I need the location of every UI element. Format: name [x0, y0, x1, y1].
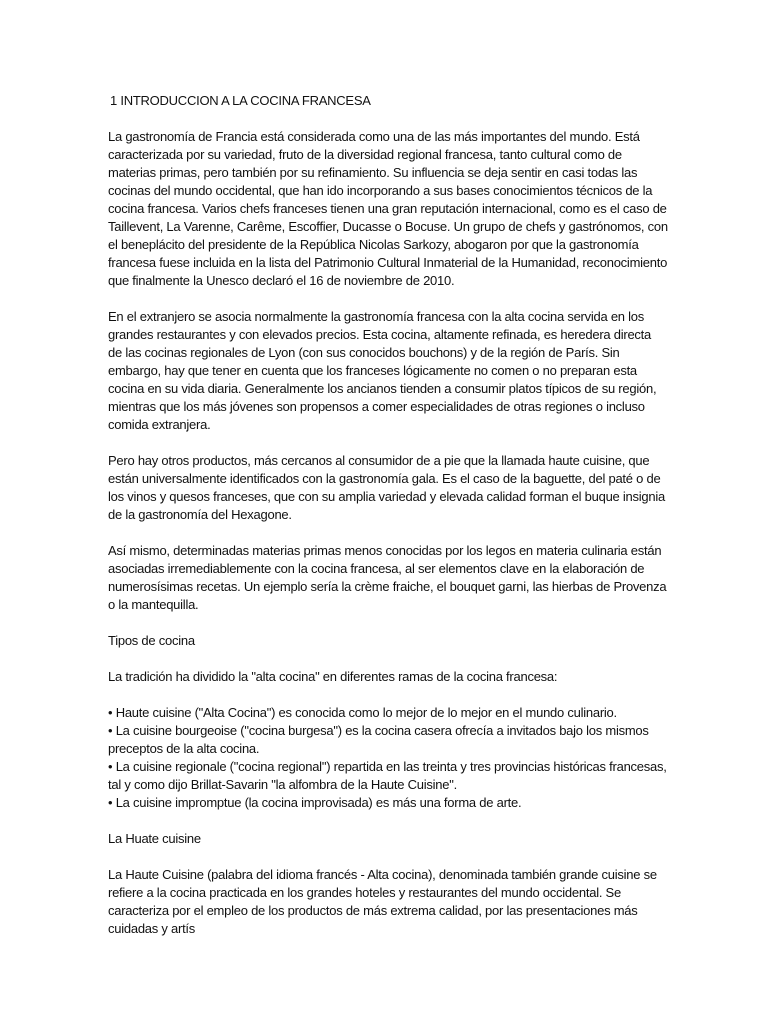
paragraph-productos: Pero hay otros productos, más cercanos al consumidor de a pie que la llamada haute cuisine, que están universalmente identificados con la gastronomía gala. Es el caso de la baguette, del paté o de los vinos y quesos franceses, que con su amplia variedad y elevada calidad forman el buque insignia de la gastronomía del Hexagone.: [108, 453, 665, 522]
list-item-text: La cuisine regionale ("cocina regional") repartida en las treinta y tres provincias históricas francesas, tal y como dijo Brillat-Savarin "la alfombra de la Haute Cuisine".: [108, 759, 667, 792]
bullet-icon: •: [108, 705, 113, 720]
paragraph-tradicion: La tradición ha dividido la "alta cocina" en diferentes ramas de la cocina francesa:: [108, 669, 558, 684]
section-heading-tipos: Tipos de cocina: [108, 633, 195, 648]
paragraph-gastronomia: La gastronomía de Francia está considerada como una de las más importantes del mundo. Está caracterizada por su variedad, fruto de la diversidad regional francesa, tanto cultural como de materias primas, pero también por su refinamiento. Su influencia se deja sentir en casi todas las cocinas del mundo occidental, que han ido incorporando a sus bases conocimientos técnicos de la cocina francesa. Varios chefs franceses tienen una gran reputación internacional, como es el caso de Taillevent, La Varenne, Carême, Escoffier, Ducasse o Bocuse. Un grupo de chefs y gastrónomos, con el beneplácito del presidente de la República Nicolas Sarkozy, abogaron por que la gastronomía francesa fuese incluida en la lista del Patrimonio Cultural Inmaterial de la Humanidad, reconocimiento que finalmente la Unesco declaró el 16 de noviembre de 2010.: [108, 129, 668, 288]
list-item-text: La cuisine impromptue (la cocina improvisada) es más una forma de arte.: [115, 795, 522, 810]
list-item-text: Haute cuisine ("Alta Cocina") es conocida como lo mejor de lo mejor en el mundo culinario.: [115, 705, 617, 720]
document-page: [108, 92, 668, 956]
list-item: [108, 758, 668, 794]
bullet-icon: •: [108, 795, 113, 810]
document-title: 1 INTRODUCCION A LA COCINA FRANCESA: [110, 93, 371, 108]
paragraph-haute-cuisine: La Haute Cuisine (palabra del idioma francés - Alta cocina), denominada también grande cuisine se refiere a la cocina practicada en los grandes hoteles y restaurantes del mundo occidental. Se caracteriza por el empleo de los productos de más extrema calidad, por las presentaciones más cuidadas y artís: [108, 867, 657, 936]
list-item-text: La cuisine bourgeoise ("cocina burgesa") es la cocina casera ofrecía a invitados bajo los mismos preceptos de la alta cocina.: [108, 723, 649, 756]
paragraph-materias-primas: Así mismo, determinadas materias primas menos conocidas por los legos en materia culinaria están asociadas irremediablemente con la cocina francesa, al ser elementos clave en la elaboración de numerosísimas recetas. Un ejemplo sería la crème fraiche, el bouquet garni, las hierbas de Provenza o la mantequilla.: [108, 543, 667, 612]
paragraph-extranjero: En el extranjero se asocia normalmente la gastronomía francesa con la alta cocina servida en los grandes restaurantes y con elevados precios. Esta cocina, altamente refinada, es heredera directa de las cocinas regionales de Lyon (con sus conocidos bouchons) y de la región de París. Sin embargo, hay que tener en cuenta que los franceses lógicamente no comen o no preparan esta cocina en su vida diaria. Generalmente los ancianos tienden a consumir platos típicos de su región, mientras que los más jóvenes son propensos a comer especialidades de otras regiones o incluso comida extranjera.: [108, 309, 657, 432]
bullet-icon: •: [108, 759, 113, 774]
list-item: [108, 794, 668, 812]
list-item: [108, 704, 668, 722]
cuisine-types-list: [108, 704, 668, 812]
bullet-icon: •: [108, 723, 113, 738]
section-heading-haute: La Huate cuisine: [108, 831, 201, 846]
list-item: [108, 722, 668, 758]
